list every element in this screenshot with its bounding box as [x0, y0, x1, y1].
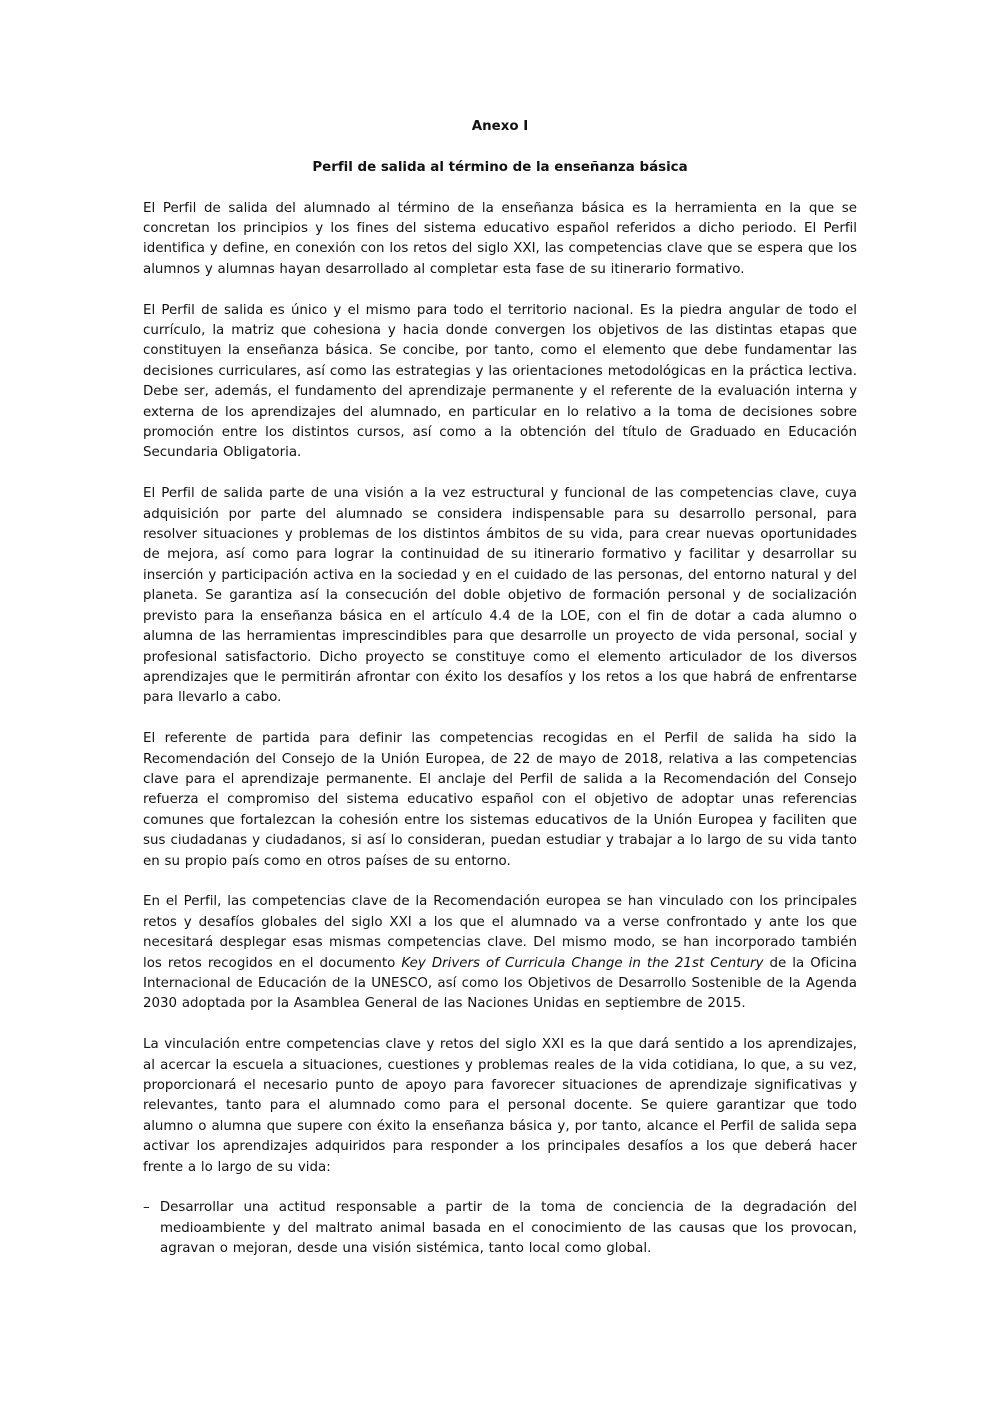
document-subtitle: Perfil de salida al término de la enseñanza básica	[312, 159, 688, 175]
paragraph-6: La vinculación entre competencias clave y retos del siglo XXI es la que dará sentido a los aprendizajes, al acercar la escuela a situaciones, cuestiones y problemas reales de la vida cotidiana, lo que, a su vez, proporcionará el necesario punto de apoyo para favorecer situaciones de aprendizaje significativas y relevantes, tanto para el alumnado como para el personal docente. Se quiere garantizar que todo alumno o alumna que supere con éxito la enseñanza básica y, por tanto, alcance el Perfil de salida sepa activar los aprendizajes adquiridos para responder a los principales desafíos a los que deberá hacer frente a lo largo de su vida:	[143, 1037, 857, 1175]
annex-title: Anexo I	[471, 119, 529, 134]
list-item-dash: –	[143, 1200, 150, 1216]
paragraph-5-italic-document-title: Key Drivers of Curricula Change in the 21st Century	[401, 955, 764, 971]
paragraph-5	[143, 892, 857, 1014]
paragraph-2: El Perfil de salida es único y el mismo para todo el territorio nacional. Es la piedra angular de todo el currículo, la matriz que cohesiona y hacia donde convergen los objetivos de las distintas etapas que constituyen la enseñanza básica. Se concibe, por tanto, como el elemento que debe fundamentar las decisiones curriculares, así como las estrategias y las orientaciones metodológicas en la práctica lectiva. Debe ser, además, el fundamento del aprendizaje permanente y el referente de la evaluación interna y externa de los aprendizajes del alumnado, en particular en lo relativo a la toma de decisiones sobre promoción entre los distintos cursos, así como a la obtención del título de Graduado en Educación Secundaria Obligatoria.	[143, 302, 857, 461]
list-item-1	[143, 1198, 857, 1259]
paragraph-5-text-after: de la Oficina Internacional de Educación de la UNESCO, así como los Objetivos de Desarrollo Sostenible de la Agenda 2030 adoptada por la Asamblea General de las Naciones Unidas en septiembre de 2015.	[143, 955, 857, 1012]
paragraph-5-text-before: En el Perfil, las competencias clave de la Recomendación europea se han vinculado con los principales retos y desafíos globales del siglo XXI a los que el alumnado va a verse confrontado y ante los que necesitará desplegar esas mismas competencias clave. Del mismo modo, se han incorporado también los retos recogidos en el documento	[143, 894, 857, 971]
paragraph-4: El referente de partida para definir las competencias recogidas en el Perfil de salida ha sido la Recomendación del Consejo de la Unión Europea, de 22 de mayo de 2018, relativa a las competencias clave para el aprendizaje permanente. El anclaje del Perfil de salida a la Recomendación del Consejo refuerza el compromiso del sistema educativo español con el objetivo de adoptar unas referencias comunes que fortalezcan la cohesión entre los sistemas educativos de la Unión Europea y faciliten que sus ciudadanas y ciudadanos, si así lo consideran, puedan estudiar y trabajar a lo largo de su vida tanto en su propio país como en otros países de su entorno.	[143, 731, 857, 869]
list-item-1-text: Desarrollar una actitud responsable a partir de la toma de conciencia de la degradación del medioambiente y del maltrato animal basada en el conocimiento de las causas que los provocan, agravan o mejoran, desde una visión sistémica, tanto local como global.	[159, 1200, 857, 1257]
paragraph-1: El Perfil de salida del alumnado al término de la enseñanza básica es la herramienta en la que se concretan los principios y los fines del sistema educativo español referidos a dicho periodo. El Perfil identifica y define, en conexión con los retos del siglo XXI, las competencias clave que se espera que los alumnos y alumnas hayan desarrollado al completar esta fase de su itinerario formativo.	[143, 200, 857, 277]
paragraph-3: El Perfil de salida parte de una visión a la vez estructural y funcional de las competencias clave, cuya adquisición por parte del alumnado se considera indispensable para su desarrollo personal, para resolver situaciones y problemas de los distintos ámbitos de su vida, para crear nuevas oportunidades de mejora, así como para lograr la continuidad de su itinerario formativo y facilitar y desarrollar su inserción y participación activa en la sociedad y en el cuidado de las personas, del entorno natural y del planeta. Se garantiza así la consecución del doble objetivo de formación personal y de socialización previsto para la enseñanza básica en el artículo 4.4 de la LOE, con el fin de dotar a cada alumno o alumna de las herramientas imprescindibles para que desarrolle un proyecto de vida personal, social y profesional satisfactorio. Dicho proyecto se constituye como el elemento articulador de los diversos aprendizajes que le permitirán afrontar con éxito los desafíos y los retos a los que habrá de enfrentarse para llevarlo a cabo.	[143, 486, 857, 706]
